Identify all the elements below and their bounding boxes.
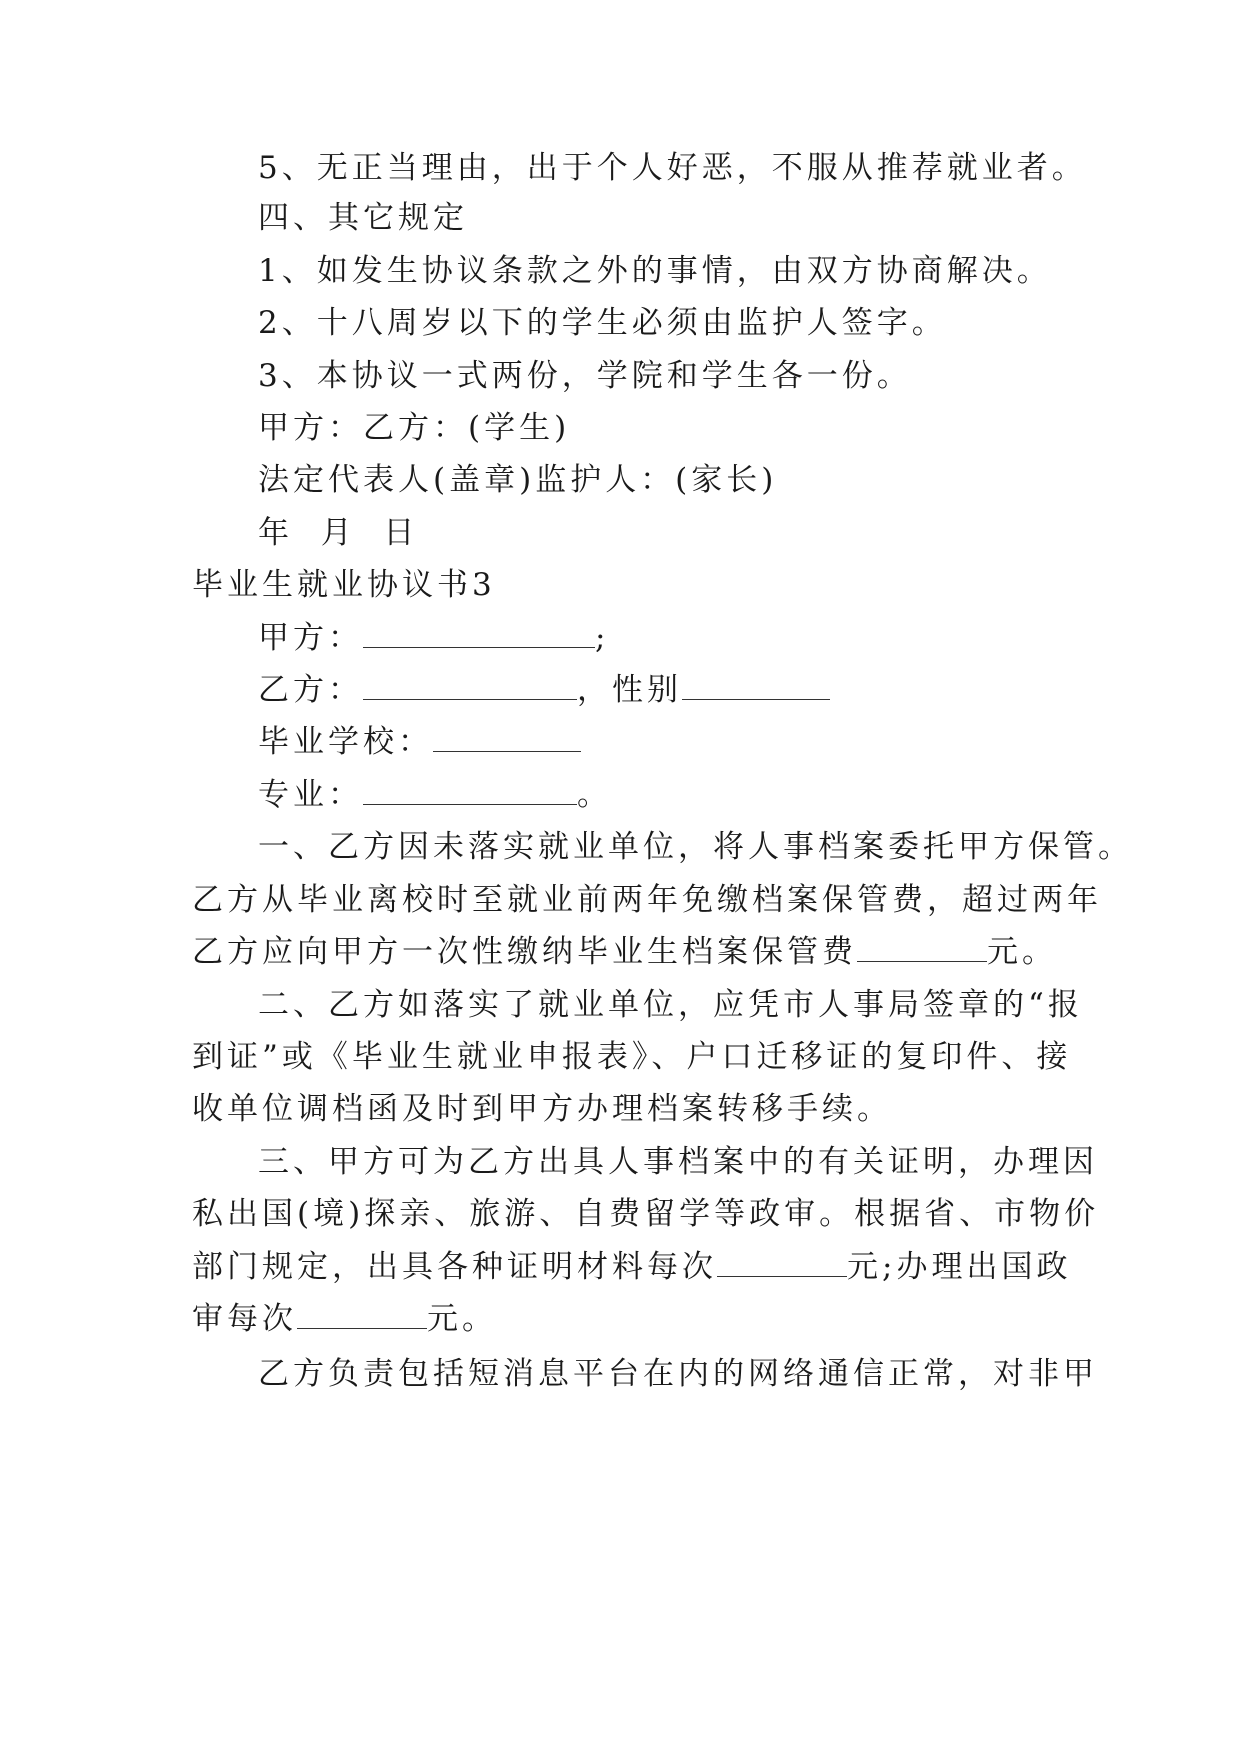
gender-label: ，性别 <box>577 672 682 708</box>
article-2-line-2: 到证”或《毕业生就业申报表》、户口迁移证的复印件、接 <box>192 1039 1072 1075</box>
archive-fee-blank <box>857 933 987 962</box>
review-fee-text: 审每次 <box>192 1301 297 1337</box>
signature-representative-line: 法定代表人(盖章)监护人：(家长) <box>258 462 778 498</box>
party-a-end: ; <box>595 620 610 656</box>
signature-parties-line: 甲方：乙方：(学生) <box>258 410 571 446</box>
party-b-blank <box>363 671 577 700</box>
party-b-field <box>258 670 830 710</box>
gender-blank <box>682 671 830 700</box>
article-3-line-4 <box>192 1299 497 1339</box>
article-2-line-1: 二、乙方如落实了就业单位，应凭市人事局签章的“报 <box>258 987 1083 1023</box>
school-blank <box>433 723 581 752</box>
review-fee-unit: 元。 <box>427 1301 497 1337</box>
article-3-line-3 <box>192 1247 1071 1287</box>
section-4-heading: 四、其它规定 <box>258 200 468 236</box>
other-rule-2: 2、十八周岁以下的学生必须由监护人签字。 <box>258 305 947 341</box>
other-rule-1: 1、如发生协议条款之外的事情，由双方协商解决。 <box>258 253 1052 289</box>
party-a-field <box>258 618 609 658</box>
major-field <box>258 775 612 815</box>
party-a-label: 甲方： <box>258 620 363 656</box>
article-2-line-3: 收单位调档函及时到甲方办理档案转移手续。 <box>192 1091 892 1127</box>
date-line: 年 月 日 <box>258 515 419 551</box>
article-3-line-1: 三、甲方可为乙方出具人事档案中的有关证明，办理因 <box>258 1144 1098 1180</box>
school-label: 毕业学校： <box>258 724 433 760</box>
article-3-line-2: 私出国(境)探亲、旅游、自费留学等政审。根据省、市物价 <box>192 1196 1100 1232</box>
article-1-line-3 <box>192 932 1057 972</box>
article-1-line-1: 一、乙方因未落实就业单位，将人事档案委托甲方保管。 <box>258 829 1133 865</box>
certificate-fee-text: 部门规定，出具各种证明材料每次 <box>192 1249 717 1285</box>
major-end: 。 <box>577 777 612 813</box>
archive-fee-unit: 元。 <box>987 934 1057 970</box>
party-b-label: 乙方： <box>258 672 363 708</box>
clause-5-text: 5、无正当理由，出于个人好恶，不服从推荐就业者。 <box>258 150 1087 186</box>
article-1-line-2: 乙方从毕业离校时至就业前两年免缴档案保管费，超过两年 <box>192 882 1102 918</box>
certificate-fee-blank <box>717 1248 847 1277</box>
review-fee-blank <box>297 1300 427 1329</box>
major-label: 专业： <box>258 777 363 813</box>
party-a-blank <box>363 619 595 648</box>
archive-fee-text: 乙方应向甲方一次性缴纳毕业生档案保管费 <box>192 934 857 970</box>
certificate-fee-rest: 元;办理出国政 <box>847 1249 1072 1285</box>
agreement-3-title: 毕业生就业协议书3 <box>192 567 496 603</box>
school-field <box>258 722 581 762</box>
major-blank <box>363 776 577 805</box>
other-rule-3: 3、本协议一式两份，学院和学生各一份。 <box>258 358 912 394</box>
article-4-line-1: 乙方负责包括短消息平台在内的网络通信正常，对非甲 <box>258 1356 1098 1392</box>
